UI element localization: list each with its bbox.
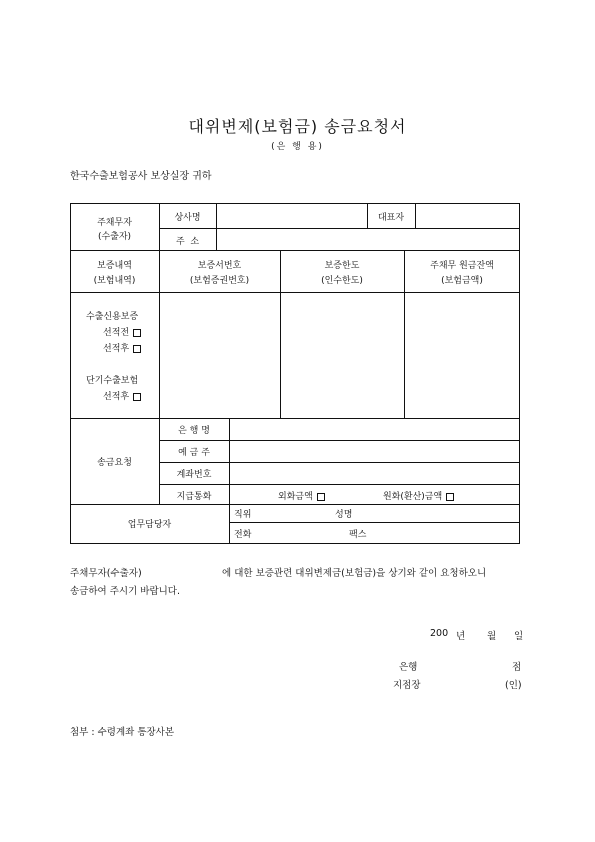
request-form-table (70, 203, 520, 544)
signature-branch: 점 (512, 662, 522, 673)
date-day-unit: 일 (514, 631, 524, 642)
credit-guarantee-label: 수출신용보증 (86, 312, 139, 322)
table-border-left (70, 203, 71, 544)
before-shipment-option[interactable] (103, 325, 141, 338)
short-term-after-shipment-label: 선적후 (103, 392, 130, 402)
form-subtitle: (은 행 용) (271, 142, 324, 152)
request-statement: 에 대한 보증관련 대위변제금(보험금)을 상기와 같이 요청하오니 (222, 568, 487, 579)
foreign-amount-checkbox[interactable] (317, 493, 325, 501)
bank-name-field[interactable] (231, 420, 518, 439)
address-field[interactable] (218, 230, 518, 249)
won-amount-option[interactable] (383, 489, 454, 502)
addressee: 한국수출보험공사 보상실장 귀하 (70, 171, 212, 182)
table-divider-label (216, 203, 217, 250)
table-line-remit-end (70, 504, 520, 505)
short-term-after-shipment-option[interactable] (103, 389, 141, 402)
before-shipment-checkbox[interactable] (133, 329, 141, 337)
account-number-field[interactable] (231, 464, 518, 483)
representative-label: 대표자 (377, 213, 405, 223)
coverage-header: 보증내역 (97, 261, 132, 271)
table-border-top (70, 203, 520, 204)
after-shipment-checkbox[interactable] (133, 345, 141, 353)
staff-name-label: 성명 (335, 510, 353, 520)
date-year: 200 (430, 628, 449, 639)
request-debtor-label: 주채무자(수출자) (70, 568, 142, 579)
request-debtor-field[interactable] (160, 561, 218, 577)
signature-seal[interactable]: (인) (505, 680, 522, 691)
after-shipment-label: 선적후 (103, 344, 130, 354)
principal-balance-subheader: (보험금액) (441, 276, 483, 286)
won-amount-checkbox[interactable] (446, 493, 454, 501)
form-title: 대위변제(보험금) 송금요청서 (188, 117, 407, 136)
table-divider-rep-right (415, 203, 416, 228)
after-shipment-option[interactable] (103, 341, 141, 354)
principal-balance-field[interactable] (406, 294, 518, 416)
table-border-bottom (70, 543, 520, 544)
date-month-unit: 월 (487, 631, 497, 642)
table-border-right (519, 203, 520, 544)
debtor-sublabel: (수출자) (97, 232, 132, 242)
signature-bank: 은행 (399, 662, 418, 673)
depositor-label: 예 금 주 (178, 448, 210, 458)
remittance-label: 송금요청 (97, 458, 132, 468)
company-name-label: 상사명 (174, 213, 201, 223)
certificate-number-header: 보증서번호 (197, 261, 242, 271)
principal-balance-header: 주채무 원금잔액 (430, 261, 494, 271)
representative-field[interactable] (417, 205, 518, 226)
staff-fax-label: 팩스 (349, 530, 367, 540)
table-line-company (159, 228, 520, 229)
staff-label: 업무담당자 (127, 520, 172, 530)
request-statement-line2: 송금하여 주시기 바랍니다. (70, 586, 181, 597)
foreign-amount-option[interactable] (278, 489, 325, 502)
certificate-number-subheader: (보험증권번호) (189, 276, 250, 286)
date-year-unit: 년 (456, 631, 466, 642)
staff-phone-label: 전화 (234, 530, 252, 540)
staff-position-label: 직위 (234, 510, 252, 520)
table-line-account (159, 484, 520, 485)
bank-name-label: 은 행 명 (178, 426, 210, 436)
account-number-label: 계좌번호 (176, 470, 212, 480)
debtor-label: 주채무자 (97, 218, 132, 228)
short-term-insurance-label: 단기수출보험 (86, 376, 139, 386)
short-term-after-shipment-checkbox[interactable] (133, 393, 141, 401)
table-line-header-end (70, 292, 520, 293)
table-line-depositor (159, 462, 520, 463)
before-shipment-label: 선적전 (103, 328, 130, 338)
table-divider-remit-value (229, 418, 230, 543)
won-amount-label: 원화(환산)금액 (383, 492, 443, 502)
table-line-debtor-end (70, 250, 520, 251)
certificate-number-field[interactable] (161, 294, 278, 416)
depositor-field[interactable] (231, 442, 518, 461)
attachment-note: 첨부 : 수령계좌 통장사본 (70, 727, 175, 738)
table-line-bank (159, 440, 520, 441)
guarantee-limit-header: 보증한도 (324, 261, 360, 271)
table-line-coverage-end (70, 418, 520, 419)
guarantee-limit-field[interactable] (282, 294, 402, 416)
payment-currency-label: 지급통화 (176, 492, 212, 502)
coverage-subheader: (보험내역) (93, 276, 136, 286)
company-name-field[interactable] (218, 205, 366, 226)
table-line-staff (229, 522, 520, 523)
signature-branch-manager: 지점장 (393, 680, 421, 691)
guarantee-limit-subheader: (인수한도) (321, 276, 363, 286)
foreign-amount-label: 외화금액 (278, 492, 313, 502)
address-label: 주 소 (175, 237, 200, 247)
